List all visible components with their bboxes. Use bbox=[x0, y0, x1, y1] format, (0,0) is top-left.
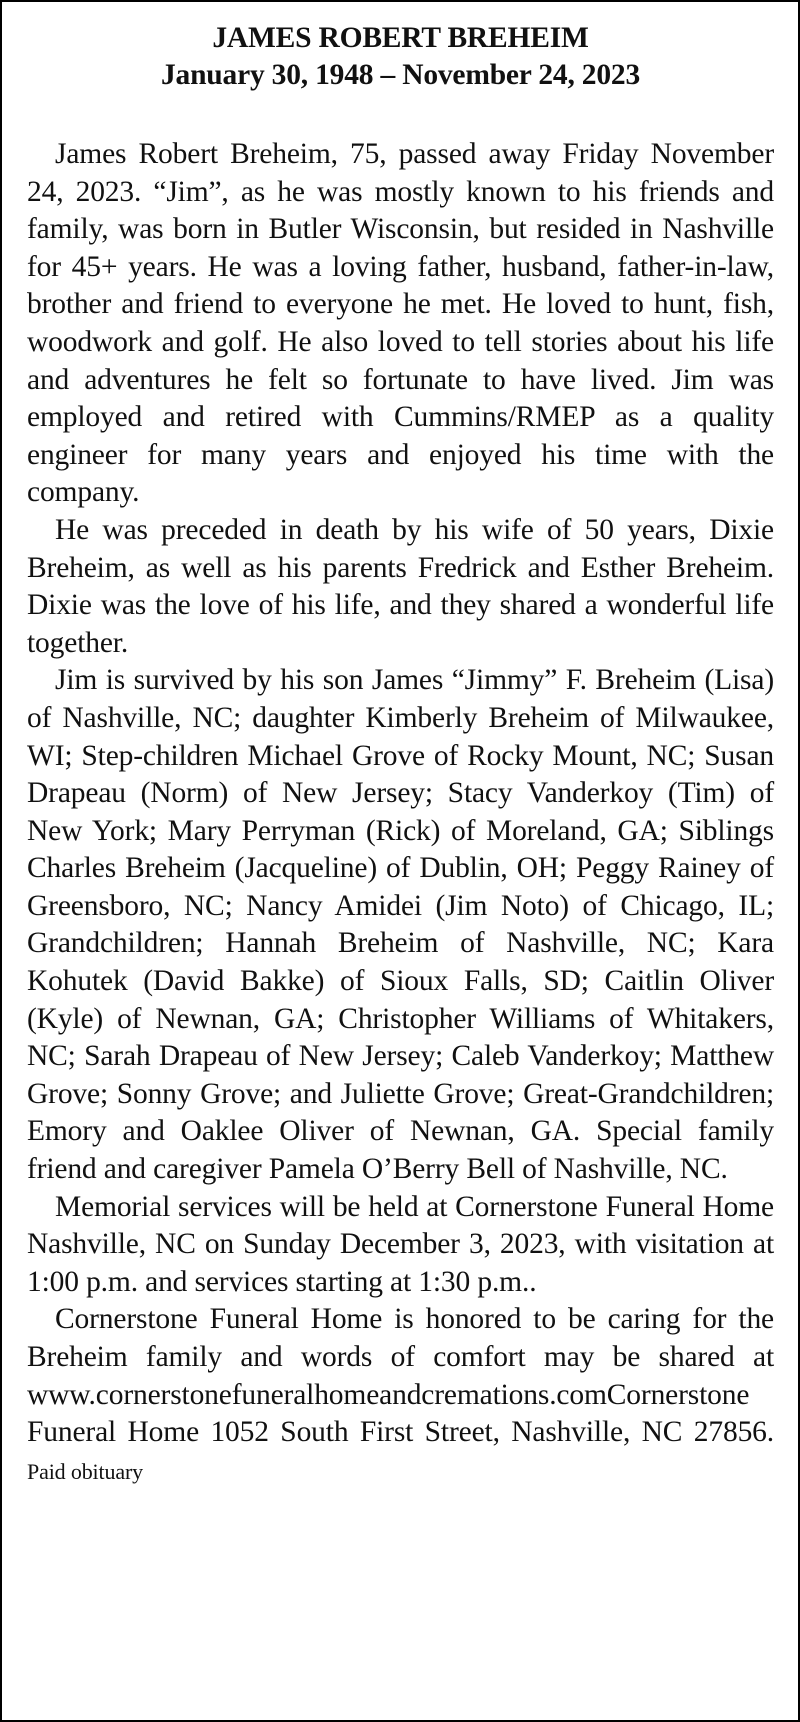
obituary-header bbox=[27, 20, 774, 94]
paragraph-funeral-home bbox=[27, 1301, 774, 1490]
paragraph-biography: James Robert Breheim, 75, passed away Friday November 24, 2023. “Jim”, as he was mostly known to his friends and family, was born in Butler Wisconsin, but resided in Nashville for 45+ years. He was a loving father, husband, father-in-law, brother and friend to everyone he met. He loved to hunt, fish, woodwork and golf. He also loved to tell stories about his life and adventures he felt so fortunate to have lived. Jim was employed and retired with Cummins/RMEP as a quality engineer for many years and enjoyed his time with the company. bbox=[27, 138, 774, 509]
paragraph-memorial-services: Memorial services will be held at Cornerstone Funeral Home Nashville, NC on Sunday December 3, 2023, with visitation at 1:00 p.m. and services starting at 1:30 p.m.. bbox=[27, 1190, 774, 1298]
paragraph-survived-by: Jim is survived by his son James “Jimmy” F. Breheim (Lisa) of Nashville, NC; daughter Kimberly Breheim of Milwaukee, WI; Step-children Michael Grove of Rocky Mount, NC; Susan Drapeau (Norm) of New Jersey; Stacy Vanderkoy (Tim) of New York; Mary Perryman (Rick) of Moreland, GA; Siblings Charles Breheim (Jacqueline) of Dublin, OH; Peggy Rainey of Greensboro, NC; Nancy Amidei (Jim Noto) of Chicago, IL; Grandchildren; Hannah Breheim of Nashville, NC; Kara Kohutek (David Bakke) of Sioux Falls, SD; Caitlin Oliver (Kyle) of Newnan, GA; Christopher Williams of Whitakers, NC; Sarah Drapeau of New Jersey; Caleb Vanderkoy; Matthew Grove; Sonny Grove; and Juliette Grove; Great-Grandchildren; Emory and Oaklee Oliver of Newnan, GA. Special family friend and caregiver Pamela O’Berry Bell of Nashville, NC. bbox=[27, 664, 774, 1186]
funeral-home-text: Cornerstone Funeral Home is honored to be caring for the Breheim family and words of comfort may be shared at www.cornerstonefuneralhomeandcremations.comCornerstone Funeral Home 1052 South First Street, Nashville, NC 27856. bbox=[27, 1303, 774, 1449]
paid-obituary-note: Paid obituary bbox=[27, 1458, 143, 1484]
obituary-body bbox=[27, 136, 774, 1490]
life-dates: January 30, 1948 – November 24, 2023 bbox=[161, 59, 640, 91]
deceased-name: JAMES ROBERT BREHEIM bbox=[212, 22, 589, 54]
paragraph-preceded-in-death: He was preceded in death by his wife of 50 years, Dixie Breheim, as well as his parents Fredrick and Esther Breheim. Dixie was the love of his life, and they shared a wonderful life together. bbox=[27, 513, 774, 659]
